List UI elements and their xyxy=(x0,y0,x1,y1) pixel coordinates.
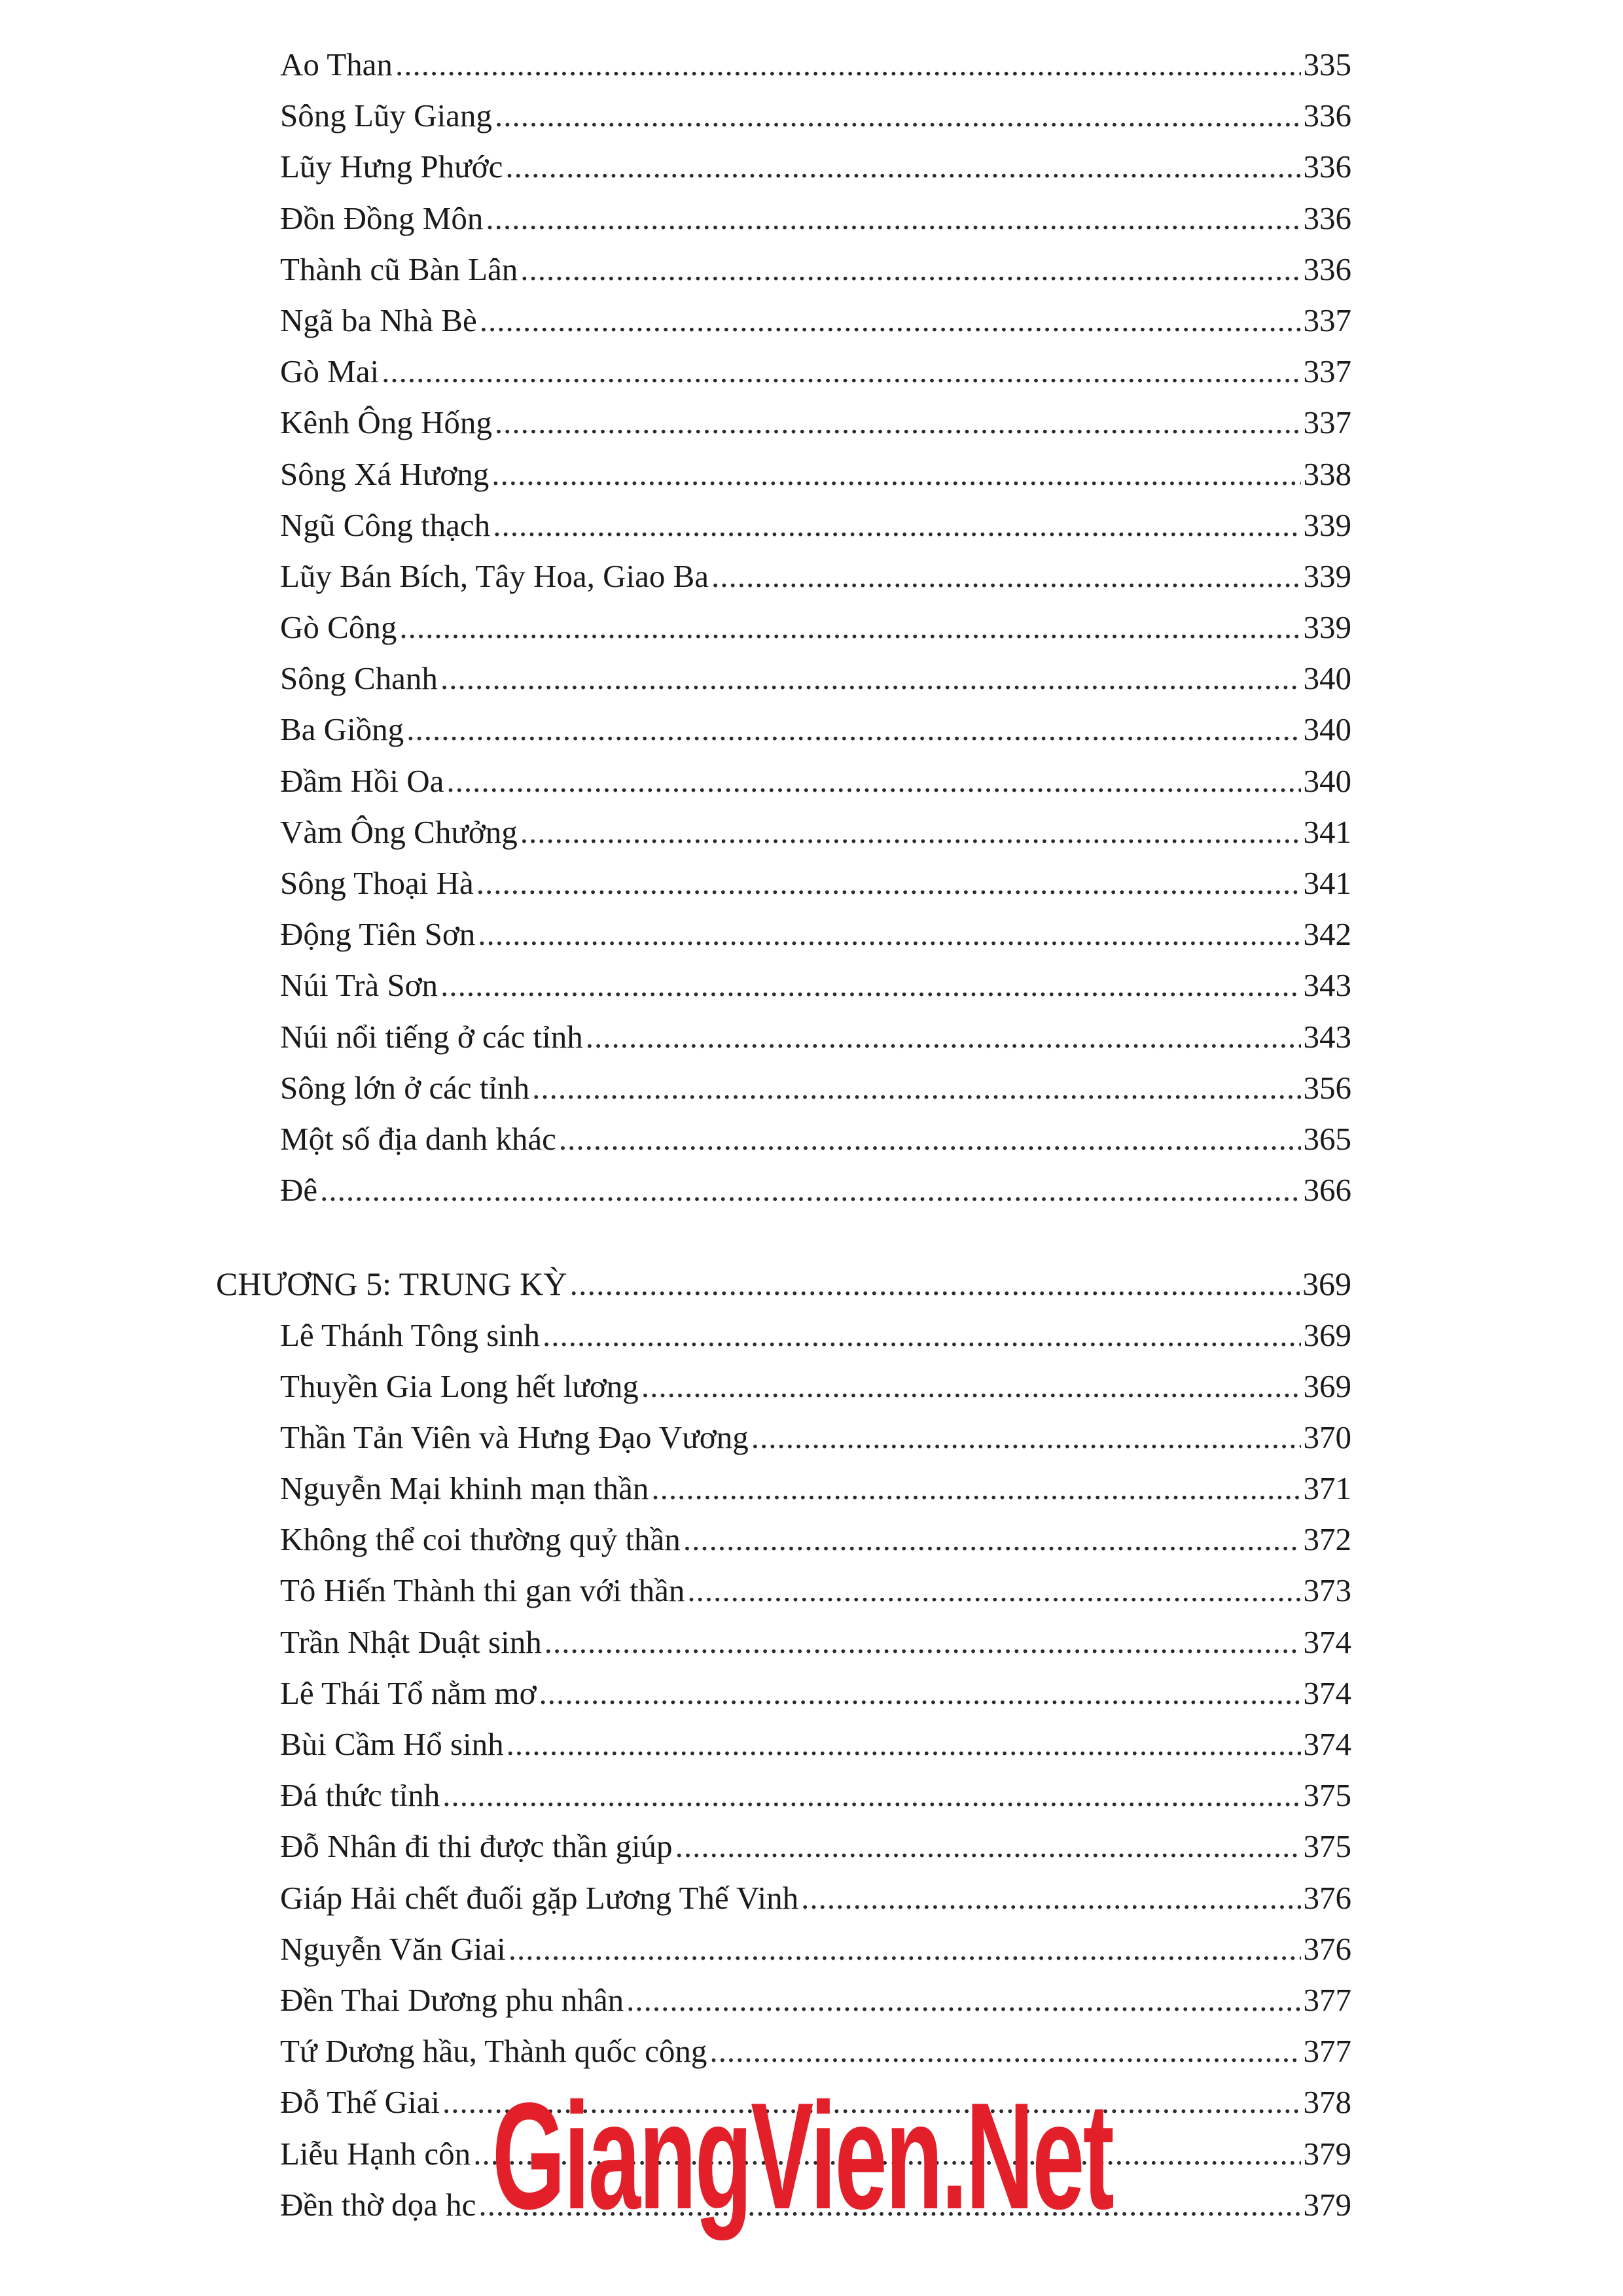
toc-entry[interactable] xyxy=(216,39,1351,90)
toc-entry[interactable] xyxy=(216,449,1351,500)
dot-leader xyxy=(586,1012,1301,1063)
entry-page: 337 xyxy=(1303,302,1351,338)
entry-title: Núi nổi tiếng ở các tỉnh xyxy=(280,1018,583,1055)
dot-leader xyxy=(711,551,1300,602)
entry-title: Đỗ Thế Giai xyxy=(280,2084,440,2121)
entry-page: 375 xyxy=(1303,1777,1351,1814)
entry-page: 377 xyxy=(1303,1981,1351,2018)
toc-entry[interactable] xyxy=(216,193,1351,244)
entry-page: 340 xyxy=(1303,660,1351,697)
entry-title: Lũy Bán Bích, Tây Hoa, Giao Ba xyxy=(280,557,709,594)
watermark-logo: GiangVien.Net xyxy=(492,2072,1113,2241)
entry-page: 356 xyxy=(1303,1069,1351,1106)
entry-page: 340 xyxy=(1303,762,1351,799)
dot-leader xyxy=(507,1719,1301,1770)
toc-entry[interactable] xyxy=(216,704,1351,755)
entry-title: Gò Mai xyxy=(280,353,380,390)
toc-entry[interactable] xyxy=(216,1873,1351,1924)
entry-page: 379 xyxy=(1303,2135,1351,2172)
dot-leader xyxy=(508,1924,1301,1975)
entry-page: 365 xyxy=(1303,1120,1351,1157)
dot-leader xyxy=(559,1114,1301,1165)
dot-leader xyxy=(520,244,1300,295)
entry-title: Đê xyxy=(280,1172,318,1209)
entry-title: Sông lớn ở các tỉnh xyxy=(280,1069,530,1106)
entry-title: Trần Nhật Duật sinh xyxy=(280,1623,542,1660)
section-4-entries xyxy=(216,39,1351,1216)
toc-entry[interactable] xyxy=(216,1463,1351,1514)
entry-title: Nguyễn Mại khinh mạn thần xyxy=(280,1470,649,1507)
entry-title: Đá thức tỉnh xyxy=(280,1777,440,1814)
dot-leader xyxy=(641,1361,1301,1412)
dot-leader xyxy=(440,960,1300,1011)
entry-page: 337 xyxy=(1303,353,1351,390)
entry-page: 340 xyxy=(1303,711,1351,748)
dot-leader xyxy=(683,1514,1301,1565)
dot-leader xyxy=(440,653,1301,704)
toc-entry[interactable] xyxy=(216,1114,1351,1165)
toc-entry[interactable] xyxy=(216,1821,1351,1872)
dot-leader xyxy=(320,1165,1300,1216)
entry-page: 374 xyxy=(1303,1674,1351,1711)
dot-leader xyxy=(543,1310,1301,1361)
toc-entry[interactable] xyxy=(216,295,1351,346)
toc-entry[interactable] xyxy=(216,960,1351,1011)
entry-page: 343 xyxy=(1303,1018,1351,1055)
dot-leader xyxy=(626,1975,1300,2026)
chapter-5-heading[interactable] xyxy=(216,1258,1351,1309)
dot-leader xyxy=(493,500,1300,551)
entry-page: 336 xyxy=(1303,251,1351,287)
dot-leader xyxy=(442,1770,1300,1821)
entry-page: 379 xyxy=(1303,2186,1351,2223)
toc-entry[interactable] xyxy=(216,1412,1351,1463)
entry-page: 376 xyxy=(1303,1930,1351,1967)
toc-entry[interactable] xyxy=(216,346,1351,397)
dot-leader xyxy=(476,858,1301,909)
entry-title: Đầm Hồi Oa xyxy=(280,762,444,799)
entry-page: 376 xyxy=(1303,1879,1351,1916)
entry-page: 374 xyxy=(1303,1726,1351,1762)
table-of-contents xyxy=(216,39,1351,2241)
entry-title: Lũy Hưng Phước xyxy=(280,149,503,185)
entry-page: 378 xyxy=(1303,2084,1351,2121)
entry-page: 370 xyxy=(1303,1419,1351,1455)
toc-entry[interactable] xyxy=(216,1165,1351,1216)
entry-title: Thuyền Gia Long hết lương xyxy=(280,1368,639,1404)
dot-leader xyxy=(491,449,1300,500)
entry-title: Liễu Hạnh côn xyxy=(280,2135,471,2172)
toc-entry[interactable] xyxy=(216,1310,1351,1361)
dot-leader xyxy=(570,1258,1300,1309)
entry-page: 342 xyxy=(1303,916,1351,953)
dot-leader xyxy=(486,193,1300,244)
entry-title: Nguyễn Văn Giai xyxy=(280,1930,506,1967)
entry-title: Ngã ba Nhà Bè xyxy=(280,302,477,338)
entry-title: Gò Công xyxy=(280,609,397,646)
toc-entry[interactable] xyxy=(216,1361,1351,1412)
toc-entry[interactable] xyxy=(216,1719,1351,1770)
toc-entry[interactable] xyxy=(216,500,1351,551)
dot-leader xyxy=(544,1617,1301,1668)
dot-leader xyxy=(520,807,1301,858)
toc-entry[interactable] xyxy=(216,1924,1351,1975)
toc-entry[interactable] xyxy=(216,756,1351,807)
toc-entry[interactable] xyxy=(216,602,1351,653)
chapter-title: CHƯƠNG 5: TRUNG KỲ xyxy=(216,1265,567,1303)
entry-page: 335 xyxy=(1303,46,1351,82)
toc-entry[interactable] xyxy=(216,1770,1351,1821)
entry-page: 338 xyxy=(1303,455,1351,492)
toc-entry[interactable] xyxy=(216,858,1351,909)
chapter-page: 369 xyxy=(1302,1265,1351,1303)
dot-leader xyxy=(478,909,1300,960)
toc-entry[interactable] xyxy=(216,1063,1351,1114)
dot-leader xyxy=(751,1412,1301,1463)
entry-title: Kênh Ông Hống xyxy=(280,404,492,441)
toc-entry[interactable] xyxy=(216,551,1351,602)
entry-page: 366 xyxy=(1303,1172,1351,1209)
entry-title: Sông Lũy Giang xyxy=(280,97,492,134)
entry-title: Đồn Đồng Môn xyxy=(280,200,484,236)
entry-page: 373 xyxy=(1303,1572,1351,1609)
entry-page: 339 xyxy=(1303,609,1351,646)
toc-entry[interactable] xyxy=(216,1975,1351,2026)
entry-page: 369 xyxy=(1303,1368,1351,1404)
dot-leader xyxy=(446,756,1300,807)
entry-title: Động Tiên Sơn xyxy=(280,916,476,953)
entry-page: 339 xyxy=(1303,506,1351,543)
entry-page: 336 xyxy=(1303,200,1351,236)
entry-title: Không thể coi thường quỷ thần xyxy=(280,1521,681,1558)
entry-title: Tô Hiến Thành thi gan với thần xyxy=(280,1572,685,1609)
entry-title: Thành cũ Bàn Lân xyxy=(280,251,518,287)
toc-entry[interactable] xyxy=(216,1668,1351,1719)
entry-title: Vàm Ông Chưởng xyxy=(280,813,518,850)
dot-leader xyxy=(382,346,1300,397)
entry-title: Lê Thánh Tông sinh xyxy=(280,1316,540,1353)
entry-title: Giáp Hải chết đuối gặp Lương Thế Vinh xyxy=(280,1879,799,1916)
dot-leader xyxy=(406,704,1300,755)
entry-title: Ngũ Công thạch xyxy=(280,506,491,543)
entry-page: 336 xyxy=(1303,97,1351,134)
entry-page: 341 xyxy=(1303,813,1351,850)
dot-leader xyxy=(651,1463,1300,1514)
entry-page: 377 xyxy=(1303,2033,1351,2070)
dot-leader xyxy=(399,602,1300,653)
entry-title: Lê Thái Tổ nằm mơ xyxy=(280,1674,537,1711)
toc-entry[interactable] xyxy=(216,1514,1351,1565)
entry-title: Một số địa danh khác xyxy=(280,1120,556,1157)
dot-leader xyxy=(687,1565,1300,1616)
entry-page: 336 xyxy=(1303,149,1351,185)
entry-title: Sông Chanh xyxy=(280,660,438,697)
dot-leader xyxy=(395,39,1301,90)
dot-leader xyxy=(505,141,1300,192)
entry-page: 369 xyxy=(1303,1316,1351,1353)
entry-page: 337 xyxy=(1303,404,1351,441)
dot-leader xyxy=(495,90,1301,141)
entry-title: Tứ Dương hầu, Thành quốc công xyxy=(280,2033,707,2070)
dot-leader xyxy=(675,1821,1301,1872)
entry-page: 343 xyxy=(1303,967,1351,1004)
dot-leader xyxy=(539,1668,1301,1719)
chapter-gap xyxy=(216,1216,1351,1258)
entry-title: Ao Than xyxy=(280,46,393,82)
entry-title: Núi Trà Sơn xyxy=(280,967,438,1004)
entry-page: 341 xyxy=(1303,865,1351,901)
toc-entry[interactable] xyxy=(216,244,1351,295)
entry-page: 339 xyxy=(1303,557,1351,594)
toc-entry[interactable] xyxy=(216,141,1351,192)
toc-entry[interactable] xyxy=(216,1565,1351,1616)
dot-leader xyxy=(801,1873,1300,1924)
entry-title: Sông Thoại Hà xyxy=(280,865,474,901)
toc-entry[interactable] xyxy=(216,2026,1351,2077)
dot-leader xyxy=(495,397,1301,448)
dot-leader xyxy=(709,2026,1300,2077)
entry-title: Thần Tản Viên và Hưng Đạo Vương xyxy=(280,1419,749,1455)
entry-title: Đền thờ dọa hc xyxy=(280,2186,476,2223)
entry-page: 374 xyxy=(1303,1623,1351,1660)
entry-title: Ba Giồng xyxy=(280,711,404,748)
toc-entry[interactable] xyxy=(216,1012,1351,1063)
dot-leader xyxy=(532,1063,1300,1114)
entry-title: Bùi Cầm Hổ sinh xyxy=(280,1726,504,1762)
entry-page: 375 xyxy=(1303,1828,1351,1865)
toc-entry[interactable] xyxy=(216,807,1351,858)
toc-entry[interactable] xyxy=(216,1617,1351,1668)
entry-page: 371 xyxy=(1303,1470,1351,1507)
toc-entry[interactable] xyxy=(216,397,1351,448)
entry-title: Đỗ Nhân đi thi được thần giúp xyxy=(280,1828,673,1865)
toc-entry[interactable] xyxy=(216,909,1351,960)
toc-entry[interactable] xyxy=(216,90,1351,141)
dot-leader xyxy=(480,295,1301,346)
entry-page: 372 xyxy=(1303,1521,1351,1558)
entry-title: Sông Xá Hương xyxy=(280,455,490,492)
entry-title: Đền Thai Dương phu nhân xyxy=(280,1981,624,2018)
toc-entry[interactable] xyxy=(216,653,1351,704)
